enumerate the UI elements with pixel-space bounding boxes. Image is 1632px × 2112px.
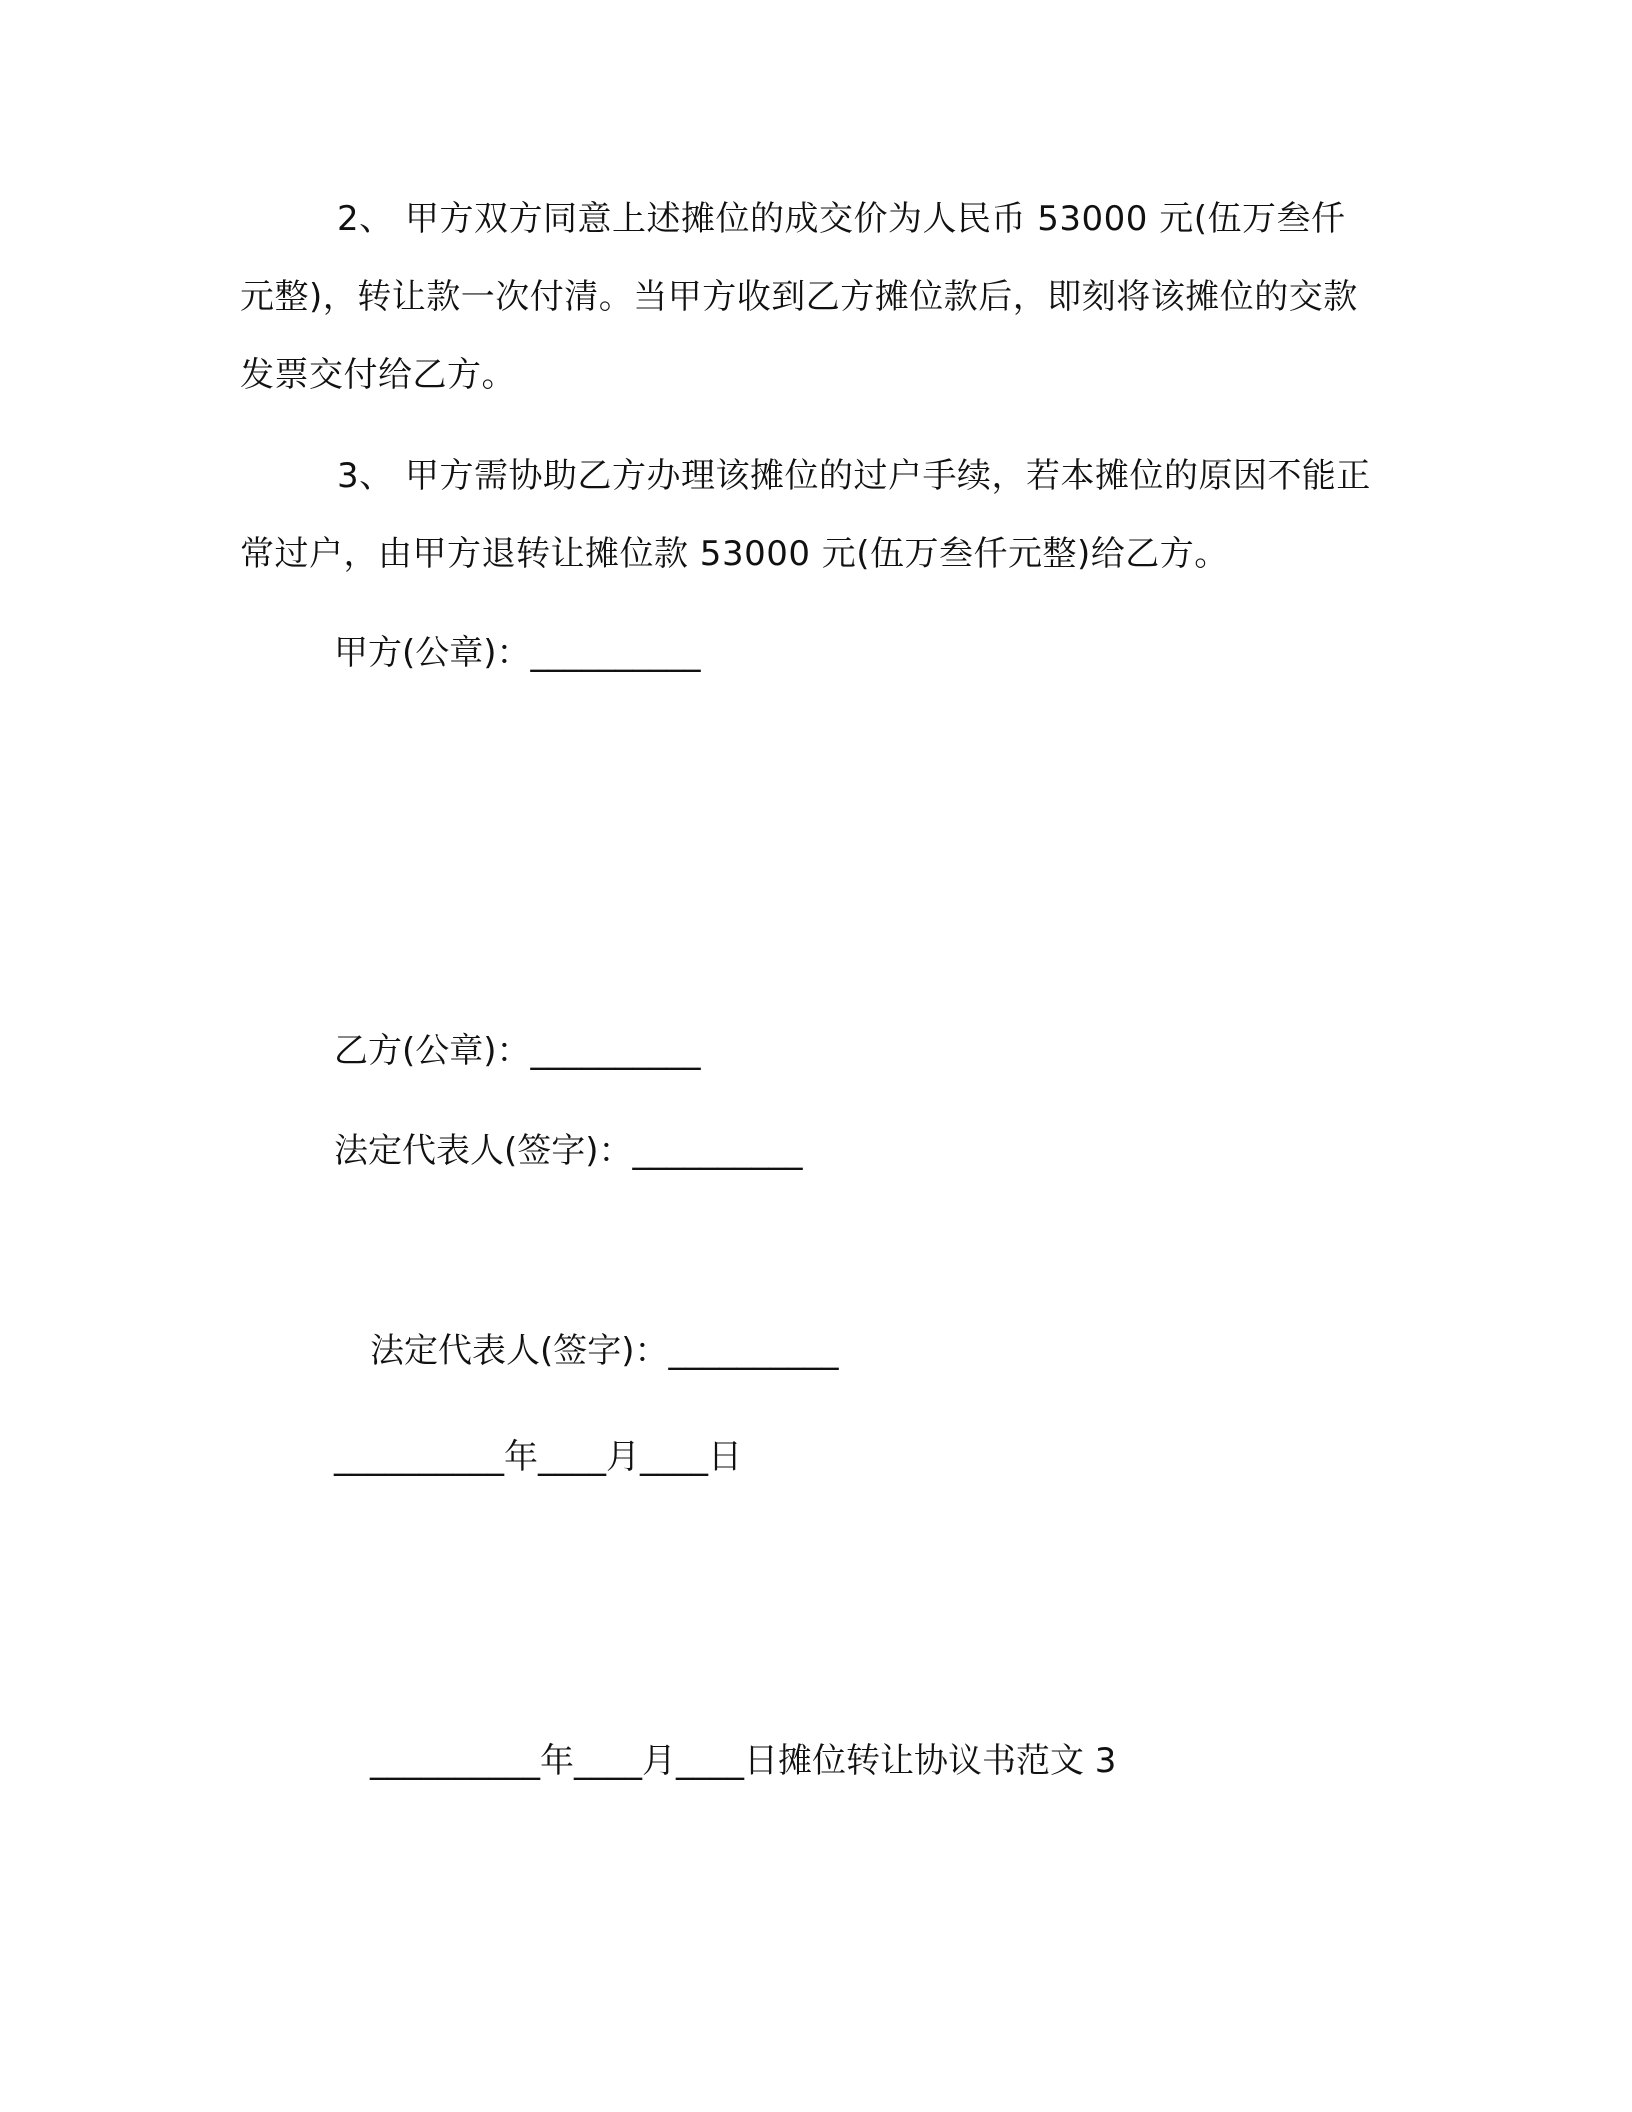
clause-2-paragraph: 2、 甲方双方同意上述摊位的成交价为人民币 53000 元(伍万叁仟元整)，转让款一次付清。当甲方收到乙方摊位款后，即刻将该摊位的交款发票交付给乙方。 [240, 199, 1358, 395]
legal-representative-signature-line-2: 法定代表人(签字)：__________ [370, 1331, 839, 1371]
legal-representative-signature-line: 法定代表人(签字)：__________ [334, 1131, 803, 1171]
clause-3-paragraph: 3、 甲方需协助乙方办理该摊位的过户手续，若本摊位的原因不能正常过户，由甲方退转让摊位款 53000 元(伍万叁仟元整)给乙方。 [240, 456, 1371, 574]
next-section-title: __________年____月____日摊位转让协议书范文 3 [370, 1741, 1117, 1781]
party-a-seal-line: 甲方(公章)：__________ [334, 633, 701, 673]
date-line: __________年____月____日 [334, 1437, 742, 1477]
party-b-seal-line: 乙方(公章)：__________ [334, 1031, 701, 1071]
